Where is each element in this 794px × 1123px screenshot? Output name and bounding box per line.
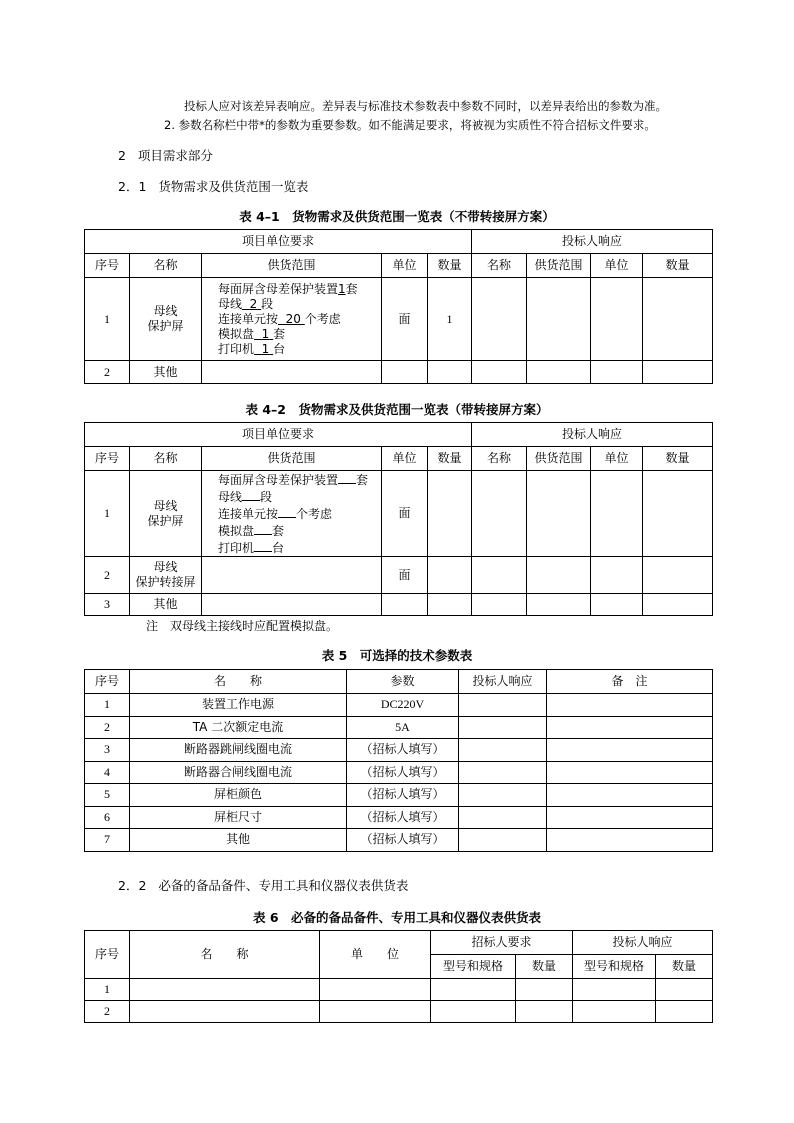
scope-blank <box>242 488 260 501</box>
scope-line <box>218 488 381 505</box>
empty-cell <box>459 829 547 852</box>
header-cell: 数量 <box>428 254 472 278</box>
header-cell: 名称 <box>472 447 527 471</box>
empty-cell <box>547 694 713 717</box>
empty-cell <box>547 806 713 829</box>
scope-text: 打印机 <box>218 341 255 356</box>
scope-value: 1 <box>338 281 346 296</box>
table-row <box>85 557 713 594</box>
empty-cell <box>459 784 547 807</box>
row-quantity: 1 <box>428 278 472 361</box>
scope-unit: 个考虑 <box>304 311 341 326</box>
header-cell: 名 称 <box>130 931 320 979</box>
scope-blank <box>338 471 356 484</box>
scope-line <box>218 539 381 556</box>
empty-cell <box>472 594 527 616</box>
scope-blank <box>254 522 272 535</box>
scope-unit: 台 <box>273 341 286 356</box>
bidder-qty-cell <box>643 471 713 557</box>
empty-cell <box>459 694 547 717</box>
empty-cell <box>459 806 547 829</box>
row-param: （招标人填写） <box>347 739 459 762</box>
table-row <box>85 761 713 784</box>
empty-cell <box>643 594 713 616</box>
scope-unit: 台 <box>272 541 285 555</box>
scope-value: 1 <box>261 341 270 356</box>
section-2-title: 项目需求部分 <box>137 148 213 163</box>
row-name: 其他 <box>130 361 202 384</box>
header-cell: 序号 <box>85 447 130 471</box>
scope-line <box>218 297 381 312</box>
scope-line <box>218 342 381 357</box>
table-4-2 <box>84 422 713 616</box>
table-6-caption: 表 6 必备的备品备件、专用工具和仪器仪表供货表 <box>252 910 542 925</box>
scope-unit: 套 <box>272 524 285 538</box>
table-row <box>85 278 713 361</box>
row-name: 其他 <box>130 594 202 616</box>
empty-cell <box>547 829 713 852</box>
scope-line <box>218 471 381 488</box>
row-param: （招标人填写） <box>347 761 459 784</box>
scope-text: 连接单元按 <box>218 507 279 521</box>
scope-line <box>218 327 381 342</box>
row-name-line: 保护屏 <box>147 319 184 333</box>
row-quantity <box>428 471 472 557</box>
row-param: 5A <box>347 716 459 739</box>
header-cell: 投标人响应 <box>459 670 547 694</box>
empty-cell <box>573 979 656 1001</box>
supply-scope <box>202 471 382 557</box>
empty-cell <box>320 1001 431 1023</box>
table-4-2-caption: 表 4–2 货物需求及供货范围一览表（带转接屏方案） <box>245 402 549 417</box>
empty-cell <box>547 739 713 762</box>
section-2-1-number: 2．1 <box>118 179 147 194</box>
section-2-2-title: 必备的备品备件、专用工具和仪器仪表供货表 <box>158 878 409 893</box>
scope-unit: 套 <box>345 281 358 296</box>
header-cell: 型号和规格 <box>431 955 516 979</box>
empty-cell <box>472 361 527 384</box>
table-row <box>85 471 713 557</box>
header-cell: 序号 <box>85 254 130 278</box>
header-cell: 数量 <box>428 447 472 471</box>
empty-cell <box>428 594 472 616</box>
scope-line <box>218 505 381 522</box>
header-cell: 序号 <box>85 931 130 979</box>
section-2-1-heading <box>118 177 308 195</box>
row-unit: 面 <box>382 278 428 361</box>
row-name: 屏柜尺寸 <box>130 806 347 829</box>
section-2-2-heading <box>118 876 408 894</box>
section-2-2-number: 2．2 <box>118 878 147 893</box>
scope-value-wrap <box>278 312 305 326</box>
row-name-line: 母线 <box>153 560 178 574</box>
header-cell: 单位 <box>591 447 643 471</box>
row-name: 断路器合闸线圈电流 <box>130 761 347 784</box>
row-param: （招标人填写） <box>347 784 459 807</box>
table-6 <box>84 930 713 1023</box>
table-row <box>85 1001 713 1023</box>
empty-cell <box>428 557 472 594</box>
scope-unit: 段 <box>261 296 274 311</box>
supply-scope <box>202 278 382 361</box>
header-cell: 招标人要求 <box>431 931 573 955</box>
empty-cell <box>656 1001 713 1023</box>
scope-value: 2 <box>249 296 258 311</box>
empty-cell <box>643 361 713 384</box>
table-4-1-group-left: 项目单位要求 <box>85 230 472 254</box>
scope-value: 1 <box>261 326 270 341</box>
header-cell: 序号 <box>85 670 130 694</box>
table-4-1-group-right: 投标人响应 <box>472 230 713 254</box>
table-4-1 <box>84 229 713 384</box>
header-cell: 数量 <box>516 955 573 979</box>
scope-value-wrap <box>254 342 273 356</box>
scope-unit: 套 <box>356 473 369 487</box>
header-cell: 备 注 <box>547 670 713 694</box>
table-row <box>85 361 713 384</box>
empty-cell <box>527 594 591 616</box>
empty-cell <box>202 361 382 384</box>
row-name <box>130 471 202 557</box>
table-4-2-group-left: 项目单位要求 <box>85 423 472 447</box>
row-param: （招标人填写） <box>347 806 459 829</box>
row-number: 7 <box>85 829 130 852</box>
scope-value-wrap <box>242 297 261 311</box>
row-number: 2 <box>85 361 130 384</box>
scope-blank <box>254 539 272 552</box>
bidder-unit-cell <box>591 278 643 361</box>
table-row <box>85 716 713 739</box>
row-number: 1 <box>85 694 130 717</box>
empty-cell <box>516 1001 573 1023</box>
section-2-1-title: 货物需求及供货范围一览表 <box>158 179 309 194</box>
empty-cell <box>547 761 713 784</box>
header-cell: 供货范围 <box>202 447 382 471</box>
row-number: 1 <box>85 979 130 1001</box>
empty-cell <box>547 716 713 739</box>
row-name-line: 母线 <box>153 304 178 318</box>
row-name: TA 二次额定电流 <box>130 716 347 739</box>
empty-cell <box>643 557 713 594</box>
bidder-qty-cell <box>643 278 713 361</box>
empty-cell <box>202 594 382 616</box>
table-row <box>85 694 713 717</box>
row-name-line: 保护转接屏 <box>135 575 196 589</box>
empty-cell <box>459 716 547 739</box>
empty-cell <box>202 557 382 594</box>
scope-text: 模拟盘 <box>218 524 255 538</box>
table-row <box>85 806 713 829</box>
scope-text: 每面屏含母差保护装置 <box>218 281 339 296</box>
empty-cell <box>431 1001 516 1023</box>
scope-line <box>218 312 381 327</box>
scope-line <box>218 282 381 297</box>
table-5 <box>84 669 713 852</box>
header-cell: 名称 <box>472 254 527 278</box>
empty-cell <box>591 594 643 616</box>
header-cell: 供货范围 <box>527 254 591 278</box>
row-number: 3 <box>85 739 130 762</box>
header-cell: 单位 <box>591 254 643 278</box>
scope-value-wrap <box>254 327 273 341</box>
row-number: 4 <box>85 761 130 784</box>
scope-text: 母线 <box>218 490 243 504</box>
scope-blank <box>278 505 296 518</box>
header-cell: 供货范围 <box>527 447 591 471</box>
table-4-2-note: 注 双母线主接线时应配置模拟盘。 <box>146 619 339 633</box>
scope-text: 模拟盘 <box>218 326 255 341</box>
header-cell: 名称 <box>130 254 202 278</box>
row-number: 6 <box>85 806 130 829</box>
header-cell: 数量 <box>643 447 713 471</box>
table-4-2-group-right: 投标人响应 <box>472 423 713 447</box>
scope-text: 打印机 <box>218 541 255 555</box>
empty-cell <box>382 361 428 384</box>
row-name <box>130 278 202 361</box>
intro-line-2: 2. 参数名称栏中带*的参数为重要参数。如不能满足要求，将被视为实质性不符合招标文件要求。 <box>164 118 656 132</box>
scope-line <box>218 522 381 539</box>
header-cell: 供货范围 <box>202 254 382 278</box>
empty-cell <box>527 361 591 384</box>
table-row <box>85 784 713 807</box>
scope-unit: 段 <box>260 490 273 504</box>
header-cell: 数量 <box>643 254 713 278</box>
section-2-heading <box>118 146 213 164</box>
empty-cell <box>320 979 431 1001</box>
empty-cell <box>656 979 713 1001</box>
empty-cell <box>130 979 320 1001</box>
empty-cell <box>516 979 573 1001</box>
table-row <box>85 739 713 762</box>
empty-cell <box>431 979 516 1001</box>
bidder-name-cell <box>472 278 527 361</box>
bidder-unit-cell <box>591 471 643 557</box>
row-number: 2 <box>85 1001 130 1023</box>
table-4-2-header-row <box>85 447 713 471</box>
empty-cell <box>459 739 547 762</box>
bidder-name-cell <box>472 471 527 557</box>
header-cell: 型号和规格 <box>573 955 656 979</box>
row-number: 3 <box>85 594 130 616</box>
table-5-caption: 表 5 可选择的技术参数表 <box>321 648 473 663</box>
row-param: （招标人填写） <box>347 829 459 852</box>
header-cell: 单 位 <box>320 931 431 979</box>
row-name <box>130 557 202 594</box>
scope-text: 连接单元按 <box>218 311 279 326</box>
bidder-scope-cell <box>527 278 591 361</box>
table-row <box>85 594 713 616</box>
row-number: 2 <box>85 557 130 594</box>
section-2-number: 2 <box>118 148 126 163</box>
bidder-scope-cell <box>527 471 591 557</box>
empty-cell <box>591 361 643 384</box>
header-cell: 投标人响应 <box>573 931 713 955</box>
header-cell: 名 称 <box>130 670 347 694</box>
empty-cell <box>591 557 643 594</box>
row-number: 5 <box>85 784 130 807</box>
header-cell: 参数 <box>347 670 459 694</box>
empty-cell <box>459 761 547 784</box>
empty-cell <box>547 784 713 807</box>
header-cell: 单位 <box>382 447 428 471</box>
row-number: 1 <box>85 278 130 361</box>
empty-cell <box>130 1001 320 1023</box>
header-cell: 单位 <box>382 254 428 278</box>
header-cell: 数量 <box>656 955 713 979</box>
table-5-header-row <box>85 670 713 694</box>
row-number: 2 <box>85 716 130 739</box>
scope-text: 每面屏含母差保护装置 <box>218 473 339 487</box>
scope-unit: 个考虑 <box>296 507 333 521</box>
row-name-line: 母线 <box>153 498 178 513</box>
row-unit: 面 <box>382 557 428 594</box>
empty-cell <box>573 1001 656 1023</box>
scope-unit: 套 <box>273 326 286 341</box>
row-unit: 面 <box>382 471 428 557</box>
row-number: 1 <box>85 471 130 557</box>
row-param: DC220V <box>347 694 459 717</box>
intro-line-1: 投标人应对该差异表响应。差异表与标准技术参数表中参数不同时，以差异表给出的参数为准。 <box>184 99 667 113</box>
empty-cell <box>382 594 428 616</box>
table-row <box>85 829 713 852</box>
row-name: 装置工作电源 <box>130 694 347 717</box>
table-4-1-header-row <box>85 254 713 278</box>
table-4-1-caption: 表 4–1 货物需求及供货范围一览表（不带转接屏方案） <box>239 209 555 224</box>
empty-cell <box>527 557 591 594</box>
scope-value: 20 <box>285 311 301 326</box>
header-cell: 名称 <box>130 447 202 471</box>
empty-cell <box>428 361 472 384</box>
row-name-line: 保护屏 <box>147 513 184 528</box>
row-name: 屏柜颜色 <box>130 784 347 807</box>
scope-text: 母线 <box>218 296 243 311</box>
empty-cell <box>472 557 527 594</box>
table-row <box>85 979 713 1001</box>
row-name: 其他 <box>130 829 347 852</box>
row-name: 断路器跳闸线圈电流 <box>130 739 347 762</box>
